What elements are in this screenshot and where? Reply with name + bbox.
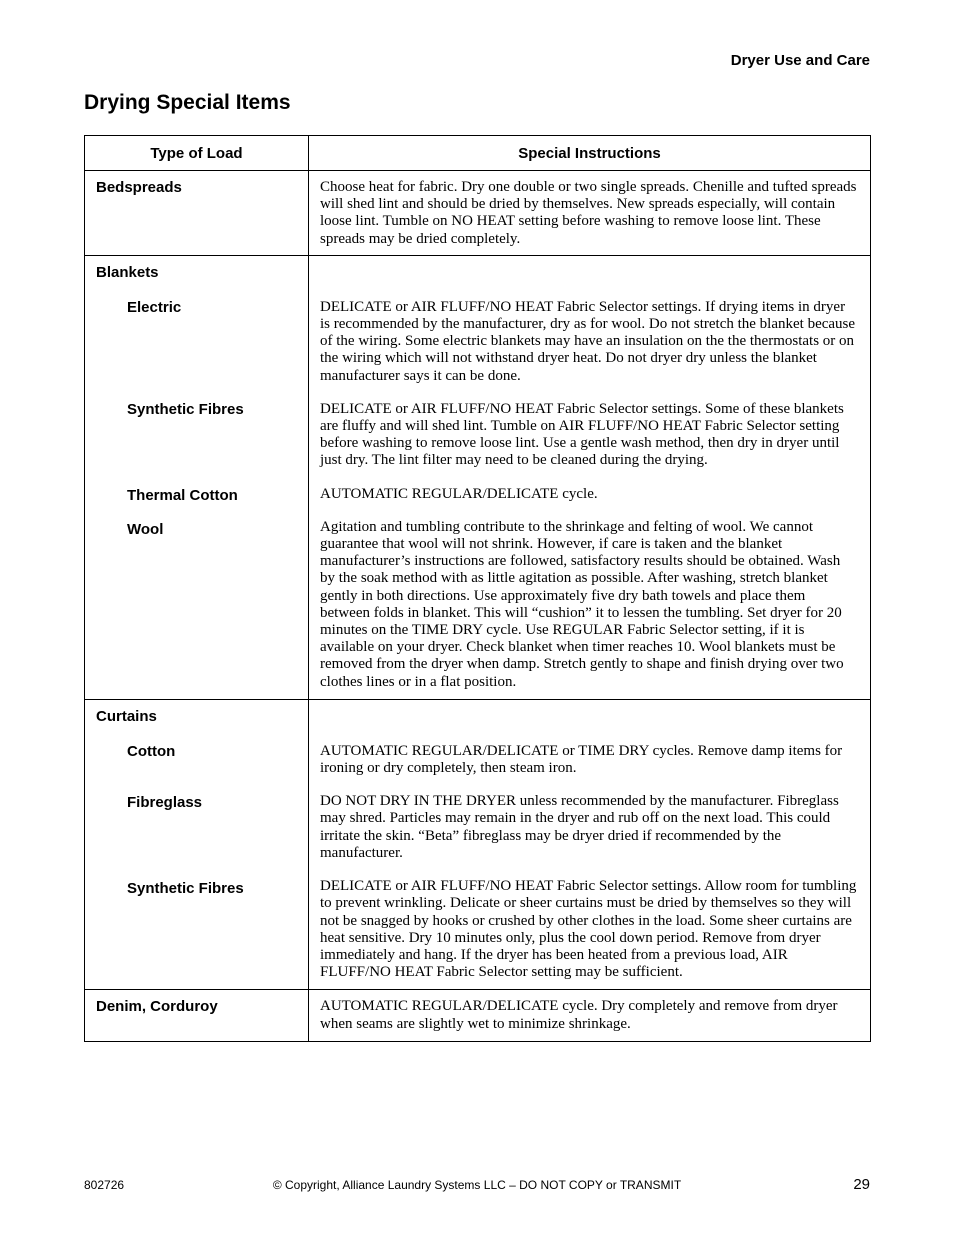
table-row	[85, 171, 871, 256]
running-head: Dryer Use and Care	[730, 52, 870, 69]
instruction-text: DO NOT DRY IN THE DRYER unless recommended by the manufacturer. Fibreglass may shred. Particles may remain in the dryer and rub off on the next load. This could irritate the skin. “Beta” fibreglass may be dryer dried if recommended by the manufacturer.	[320, 793, 839, 861]
load-type-label: Bedspreads	[96, 179, 182, 196]
instruction-text: AUTOMATIC REGULAR/DELICATE cycle. Dry completely and remove from dryer when seams are slightly wet to minimize shrinkage.	[320, 998, 838, 1032]
table-header-row	[85, 136, 871, 171]
document-number: 802726	[84, 1178, 125, 1192]
copyright-notice: © Copyright, Alliance Laundry Systems LLC – DO NOT COPY or TRANSMIT	[272, 1178, 682, 1192]
load-type-label: Denim, Corduroy	[96, 998, 218, 1016]
load-type-label: Blankets	[96, 263, 159, 281]
load-subtype-label: Wool	[127, 520, 164, 538]
instruction-text: Choose heat for fabric. Dry one double or two single spreads. Chenille and tufted spreads will shed lint and should be dried by themselves. New spreads especially, will contain loose lint. Tumble on NO HEAT setting before washing to remove loose lint. These spreads may be dried completely.	[320, 179, 857, 247]
instruction-text: DELICATE or AIR FLUFF/NO HEAT Fabric Selector settings. Some of these blankets are fluffy and will shed lint. Tumble on AIR FLUFF/NO HEAT Fabric Selector setting before washing to remove loose lint. Use a gentle wash method, then dry in dryer until just dry. The lint filter may need to be cleaned during the drying.	[320, 400, 844, 469]
instruction-text: Agitation and tumbling contribute to the shrinkage and felting of wool. We cannot guarantee that wool will not shrink. However, if care is taken and the blanket manufacturer’s instructions are followed, satisfactory results should be obtained. Wash by the soak method with as little agitation as possible. After washing, stretch blanket gently in both directions. Use approximately five dry bath towels and place them between folds in blanket. This will “cushion” it to lessen the tumbling. Set dryer for 20 minutes on the TIME DRY cycle. Use REGULAR Fabric Selector setting, if it is available on your dryer. Check blanket when timer reaches 10. Wool blankets must be removed from the dryer when damp. Stretch gently to shape and finish drying over two clothes lines or in a flat position.	[320, 518, 844, 690]
instruction-text: DELICATE or AIR FLUFF/NO HEAT Fabric Selector settings. Allow room for tumbling to prevent wrinkling. Delicate or sheer curtains must be dried by themselves so they will not be snagged by hooks or crushed by other clothes in the load. Some sheer curtains are heat sensitive. Dry 10 minutes only, plus the cool down period. Remove from dryer immediately and hang. If the dryer has been heated from a previous load, AIR FLUFF/NO HEAT Fabric Selector setting may be sufficient.	[320, 878, 857, 981]
page-title: Drying Special Items	[84, 91, 291, 114]
column-header-type: Type of Load	[85, 136, 309, 171]
load-subtype-label: Cotton	[127, 742, 176, 760]
table-row	[85, 990, 871, 1041]
load-subtype-label: Synthetic Fibres	[127, 400, 244, 418]
load-subtype-label: Fibreglass	[127, 793, 203, 811]
load-type-label: Curtains	[96, 707, 157, 725]
table-row	[85, 699, 871, 989]
table-row	[85, 255, 871, 699]
load-subtype-label: Synthetic Fibres	[127, 879, 244, 897]
special-items-table	[84, 135, 871, 1042]
instruction-text: AUTOMATIC REGULAR/DELICATE cycle.	[320, 485, 598, 502]
instruction-text: AUTOMATIC REGULAR/DELICATE or TIME DRY cycles. Remove damp items for ironing or dry completely, then steam iron.	[320, 742, 843, 777]
column-header-instructions: Special Instructions	[309, 136, 871, 171]
load-subtype-label: Electric	[127, 298, 182, 316]
load-subtype-label: Thermal Cotton	[127, 486, 238, 504]
page-number: 29	[853, 1176, 870, 1193]
instruction-text: DELICATE or AIR FLUFF/NO HEAT Fabric Selector settings. If drying items in dryer is recommended by the manufacturer, dry as for wool. Do not stretch the blanket because of the wiring. Some electric blankets may have an insulation on the the thermostats or on the wiring which will not withstand dryer heat. Do not dryer dry unless the blanket manufacturer says it can be done.	[320, 298, 856, 384]
